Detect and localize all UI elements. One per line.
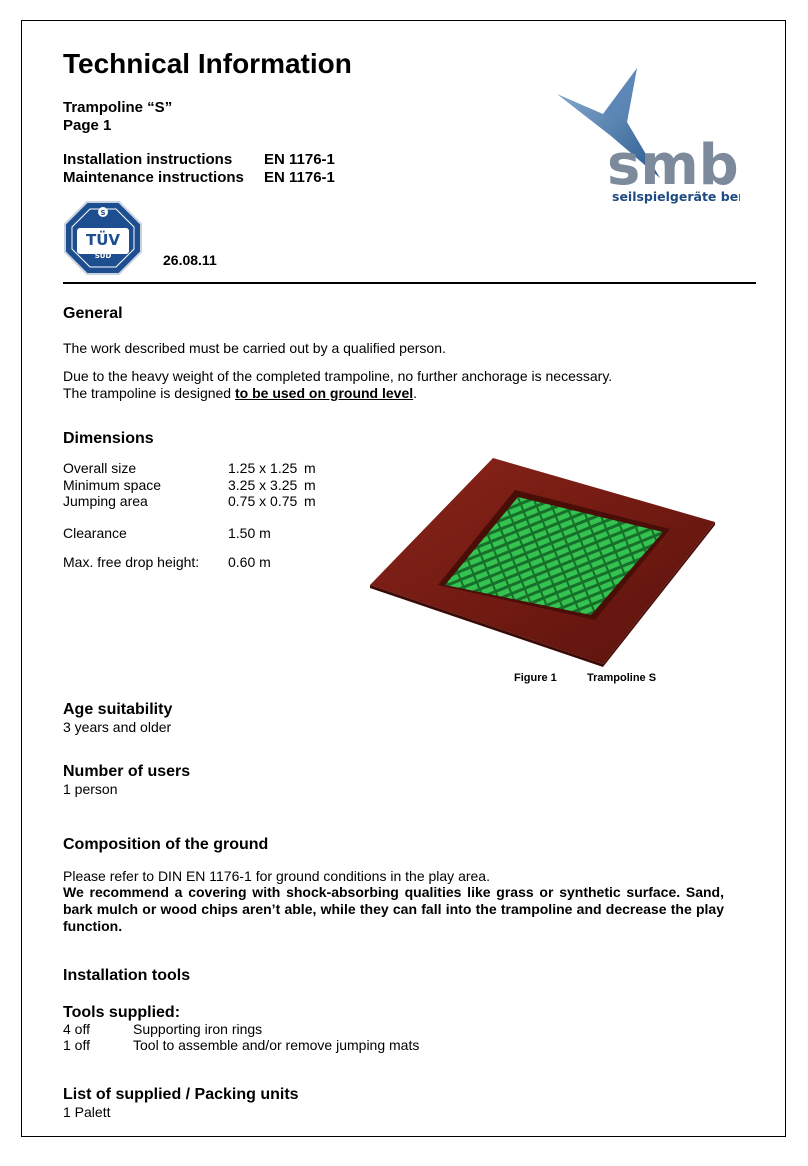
clearance-label: Clearance (63, 525, 127, 541)
general-p2: Due to the heavy weight of the completed trampoline, no further anchorage is necessary. (63, 368, 613, 384)
general-p3-pre: The trampoline is designed (63, 385, 235, 401)
tuv-seal (63, 200, 143, 276)
page-number: Page 1 (63, 117, 112, 134)
trampoline-image (365, 455, 717, 667)
general-p3-post: . (413, 385, 418, 401)
age-text: 3 years and older (63, 719, 172, 735)
maint-label: Maintenance instructions (63, 169, 244, 186)
svg-text:S: S (100, 209, 106, 217)
star-icon (555, 66, 740, 211)
header-divider (63, 282, 756, 284)
trampoline-figure (365, 455, 717, 667)
general-heading: General (63, 305, 123, 322)
ground-p2: We recommend a covering with shock-absorbing qualities like grass or synthetic surface. Sand, bark mulch or wood chips aren’t able, while they can fall into the trampoline and decrease the play function. (63, 884, 724, 934)
tuv-seal-icon (63, 200, 143, 276)
figure-number: Figure 1 (514, 672, 557, 684)
tuv-text: TÜV (85, 231, 121, 249)
install-label: Installation instructions (63, 151, 233, 168)
tool-qty: 1 off (63, 1037, 90, 1053)
tools-supplied-heading: Tools supplied: (63, 1004, 181, 1021)
dimensions-heading: Dimensions (63, 430, 154, 447)
tagline-text: seilspielgeräte be (612, 189, 739, 204)
install-norm: EN 1176-1 (264, 151, 335, 168)
tuv-subtext: SÜD (94, 252, 112, 260)
dimension-label: Minimum space (63, 477, 162, 493)
dimension-unit: m (304, 460, 316, 476)
users-heading: Number of users (63, 763, 191, 780)
clearance-value: 1.50 m (228, 525, 271, 541)
dimension-label: Jumping area (63, 493, 148, 509)
tool-desc: Supporting iron rings (133, 1021, 263, 1037)
general-p3 (63, 385, 417, 401)
page-title: Technical Information (63, 48, 352, 79)
tools-heading: Installation tools (63, 967, 191, 984)
brand-text: smb (607, 133, 739, 198)
dimension-value: 3.25 x 3.25 (228, 477, 298, 493)
document-date: 26.08.11 (163, 252, 217, 268)
tool-qty: 4 off (63, 1021, 90, 1037)
smb-logo (555, 66, 740, 211)
maint-norm: EN 1176-1 (264, 169, 335, 186)
ground-heading: Composition of the ground (63, 836, 269, 853)
users-text: 1 person (63, 781, 118, 797)
general-p1: The work described must be carried out by a qualified person. (63, 340, 446, 356)
drop-height-value: 0.60 m (228, 554, 271, 570)
general-p3-emphasis: to be used on ground level (235, 385, 414, 401)
tool-desc: Tool to assemble and/or remove jumping mats (133, 1037, 420, 1053)
dimension-unit: m (304, 477, 316, 493)
packing-text: 1 Palett (63, 1104, 111, 1120)
figure-caption: Trampoline S (587, 672, 657, 684)
dimension-label: Overall size (63, 460, 137, 476)
ground-p1: Please refer to DIN EN 1176-1 for ground conditions in the play area. (63, 868, 490, 884)
product-name: Trampoline “S” (63, 99, 173, 116)
packing-heading: List of supplied / Packing units (63, 1086, 299, 1103)
dimension-unit: m (304, 493, 316, 509)
dimension-value: 1.25 x 1.25 (228, 460, 298, 476)
drop-height-label: Max. free drop height: (63, 554, 200, 570)
age-heading: Age suitability (63, 701, 173, 718)
dimension-value: 0.75 x 0.75 (228, 493, 298, 509)
